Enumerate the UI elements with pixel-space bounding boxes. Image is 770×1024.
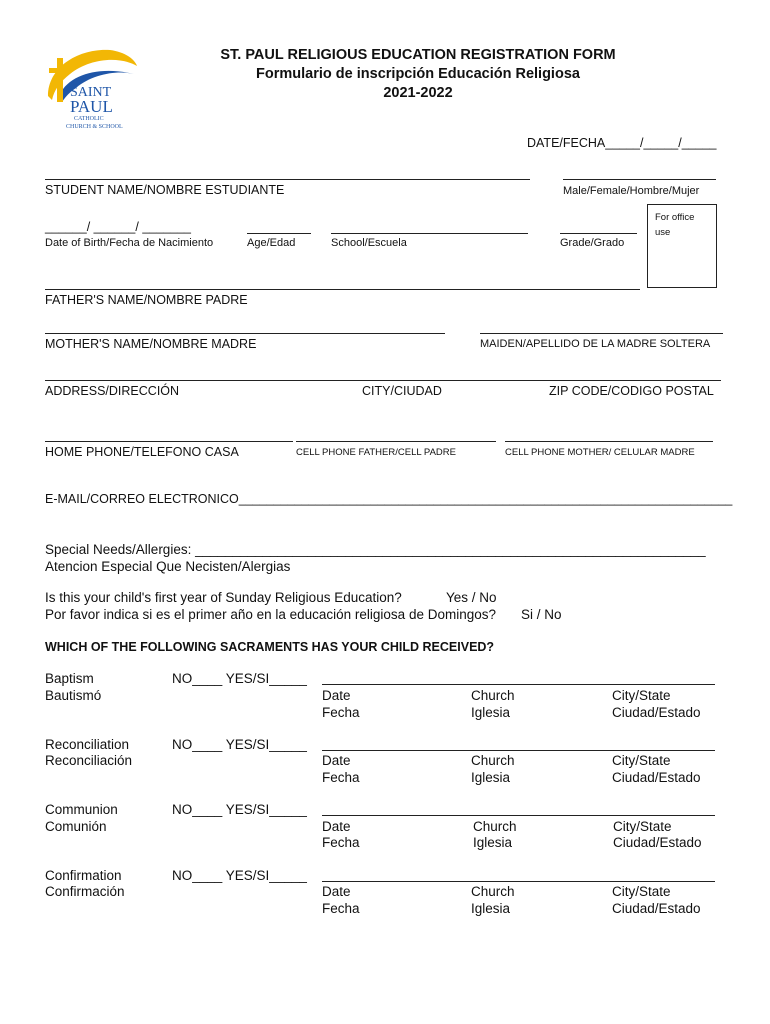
zip-label: ZIP CODE/CODIGO POSTAL bbox=[549, 384, 714, 398]
sacrament-details-line[interactable] bbox=[322, 815, 715, 816]
home-phone-line[interactable] bbox=[45, 441, 293, 442]
city-state-label-es: Ciudad/Estado bbox=[612, 901, 701, 916]
address-label: ADDRESS/DIRECCIÓN bbox=[45, 384, 180, 398]
form-title: ST. PAUL RELIGIOUS EDUCATION REGISTRATION FORM bbox=[220, 47, 616, 63]
grade-line[interactable] bbox=[560, 233, 637, 234]
city-state-label-es: Ciudad/Estado bbox=[613, 835, 702, 850]
date-label: Date bbox=[322, 884, 351, 899]
sacrament-name: Confirmation bbox=[45, 868, 122, 883]
school-label: School/Escuela bbox=[331, 237, 407, 249]
maiden-line[interactable] bbox=[480, 333, 723, 334]
city-state-label: City/State bbox=[612, 753, 671, 768]
city-state-label: City/State bbox=[613, 819, 672, 834]
church-label: Church bbox=[473, 819, 517, 834]
no-yes-field[interactable]: NO____ YES/SI_____ bbox=[172, 802, 307, 817]
date-label: Date bbox=[322, 753, 351, 768]
gender-label: Male/Female/Hombre/Mujer bbox=[563, 185, 700, 197]
church-label-es: Iglesia bbox=[471, 770, 511, 785]
address-line[interactable] bbox=[45, 380, 721, 381]
cell-mother-label: CELL PHONE MOTHER/ CELULAR MADRE bbox=[505, 447, 695, 458]
logo-text-church-school: CHURCH & SCHOOL bbox=[66, 124, 123, 130]
sacrament-details-line[interactable] bbox=[322, 750, 715, 751]
date-label: Date bbox=[322, 819, 351, 834]
logo-text-catholic: CATHOLIC bbox=[74, 116, 104, 122]
sacrament-details-line[interactable] bbox=[322, 881, 715, 882]
father-line[interactable] bbox=[45, 289, 640, 290]
father-label: FATHER'S NAME/NOMBRE PADRE bbox=[45, 293, 248, 307]
cell-father-line[interactable] bbox=[296, 441, 496, 442]
email-field[interactable]: E-MAIL/CORREO ELECTRONICO_______________________________________________________________________ bbox=[45, 492, 733, 506]
logo-text-paul: PAUL bbox=[70, 97, 113, 116]
sacrament-name-es: Confirmación bbox=[45, 884, 125, 899]
first-year-answer[interactable]: Yes / No bbox=[446, 590, 497, 605]
city-state-label: City/State bbox=[612, 884, 671, 899]
church-label-es: Iglesia bbox=[473, 835, 513, 850]
gender-line[interactable] bbox=[563, 179, 716, 180]
cell-father-label: CELL PHONE FATHER/CELL PADRE bbox=[296, 447, 456, 458]
maiden-label: MAIDEN/APELLIDO DE LA MADRE SOLTERA bbox=[480, 338, 711, 350]
no-yes-field[interactable]: NO____ YES/SI_____ bbox=[172, 737, 307, 752]
student-name-line[interactable] bbox=[45, 179, 530, 180]
logo-text-saint: SAINT bbox=[70, 85, 112, 100]
grade-label: Grade/Grado bbox=[560, 237, 625, 249]
church-label-es: Iglesia bbox=[471, 901, 511, 916]
city-state-label-es: Ciudad/Estado bbox=[612, 705, 701, 720]
date-field[interactable]: DATE/FECHA_____/_____/_____ bbox=[527, 136, 717, 150]
form-subtitle: Formulario de inscripción Educación Religiosa bbox=[256, 66, 580, 82]
date-label: Date bbox=[322, 688, 351, 703]
form-year: 2021-2022 bbox=[383, 85, 453, 101]
age-label: Age/Edad bbox=[247, 237, 296, 249]
mother-label: MOTHER'S NAME/NOMBRE MADRE bbox=[45, 337, 257, 351]
home-phone-label: HOME PHONE/TELEFONO CASA bbox=[45, 445, 239, 459]
church-label: Church bbox=[471, 753, 515, 768]
student-name-label: STUDENT NAME/NOMBRE ESTUDIANTE bbox=[45, 183, 285, 197]
church-label-es: Iglesia bbox=[471, 705, 511, 720]
school-line[interactable] bbox=[331, 233, 528, 234]
date-label-es: Fecha bbox=[322, 770, 360, 785]
sacrament-name-es: Reconciliación bbox=[45, 753, 133, 768]
city-label: CITY/CIUDAD bbox=[362, 384, 442, 398]
sacrament-name-es: Bautismó bbox=[45, 688, 102, 703]
sacrament-details-line[interactable] bbox=[322, 684, 715, 685]
sacrament-name: Reconciliation bbox=[45, 737, 130, 752]
office-use-box bbox=[647, 204, 717, 288]
age-line[interactable] bbox=[247, 233, 311, 234]
special-needs-label-es: Atencion Especial Que Necisten/Alergias bbox=[45, 559, 291, 574]
sacrament-name-es: Comunión bbox=[45, 819, 107, 834]
church-label: Church bbox=[471, 688, 515, 703]
date-label-es: Fecha bbox=[322, 901, 360, 916]
city-state-label-es: Ciudad/Estado bbox=[612, 770, 701, 785]
no-yes-field[interactable]: NO____ YES/SI_____ bbox=[172, 671, 307, 686]
first-year-question-es: Por favor indica si es el primer año en la educación religiosa de Domingos? bbox=[45, 607, 496, 622]
mother-line[interactable] bbox=[45, 333, 445, 334]
no-yes-field[interactable]: NO____ YES/SI_____ bbox=[172, 868, 307, 883]
church-label: Church bbox=[471, 884, 515, 899]
sacrament-name: Communion bbox=[45, 802, 118, 817]
dob-blanks[interactable]: ______/ ______/ _______ bbox=[45, 220, 191, 234]
first-year-question: Is this your child's first year of Sunday Religious Education? bbox=[45, 590, 402, 605]
dob-label: Date of Birth/Fecha de Nacimiento bbox=[45, 237, 214, 249]
first-year-answer-es[interactable]: Si / No bbox=[521, 607, 562, 622]
sacrament-name: Baptism bbox=[45, 671, 94, 686]
office-use-label: For office use bbox=[655, 212, 695, 238]
city-state-label: City/State bbox=[612, 688, 671, 703]
special-needs-field[interactable]: Special Needs/Allergies: ____________________________________________________________________ bbox=[45, 542, 706, 557]
cell-mother-line[interactable] bbox=[505, 441, 713, 442]
date-label-es: Fecha bbox=[322, 835, 360, 850]
sacraments-heading: WHICH OF THE FOLLOWING SACRAMENTS HAS YOUR CHILD RECEIVED? bbox=[45, 640, 495, 654]
date-label-es: Fecha bbox=[322, 705, 360, 720]
